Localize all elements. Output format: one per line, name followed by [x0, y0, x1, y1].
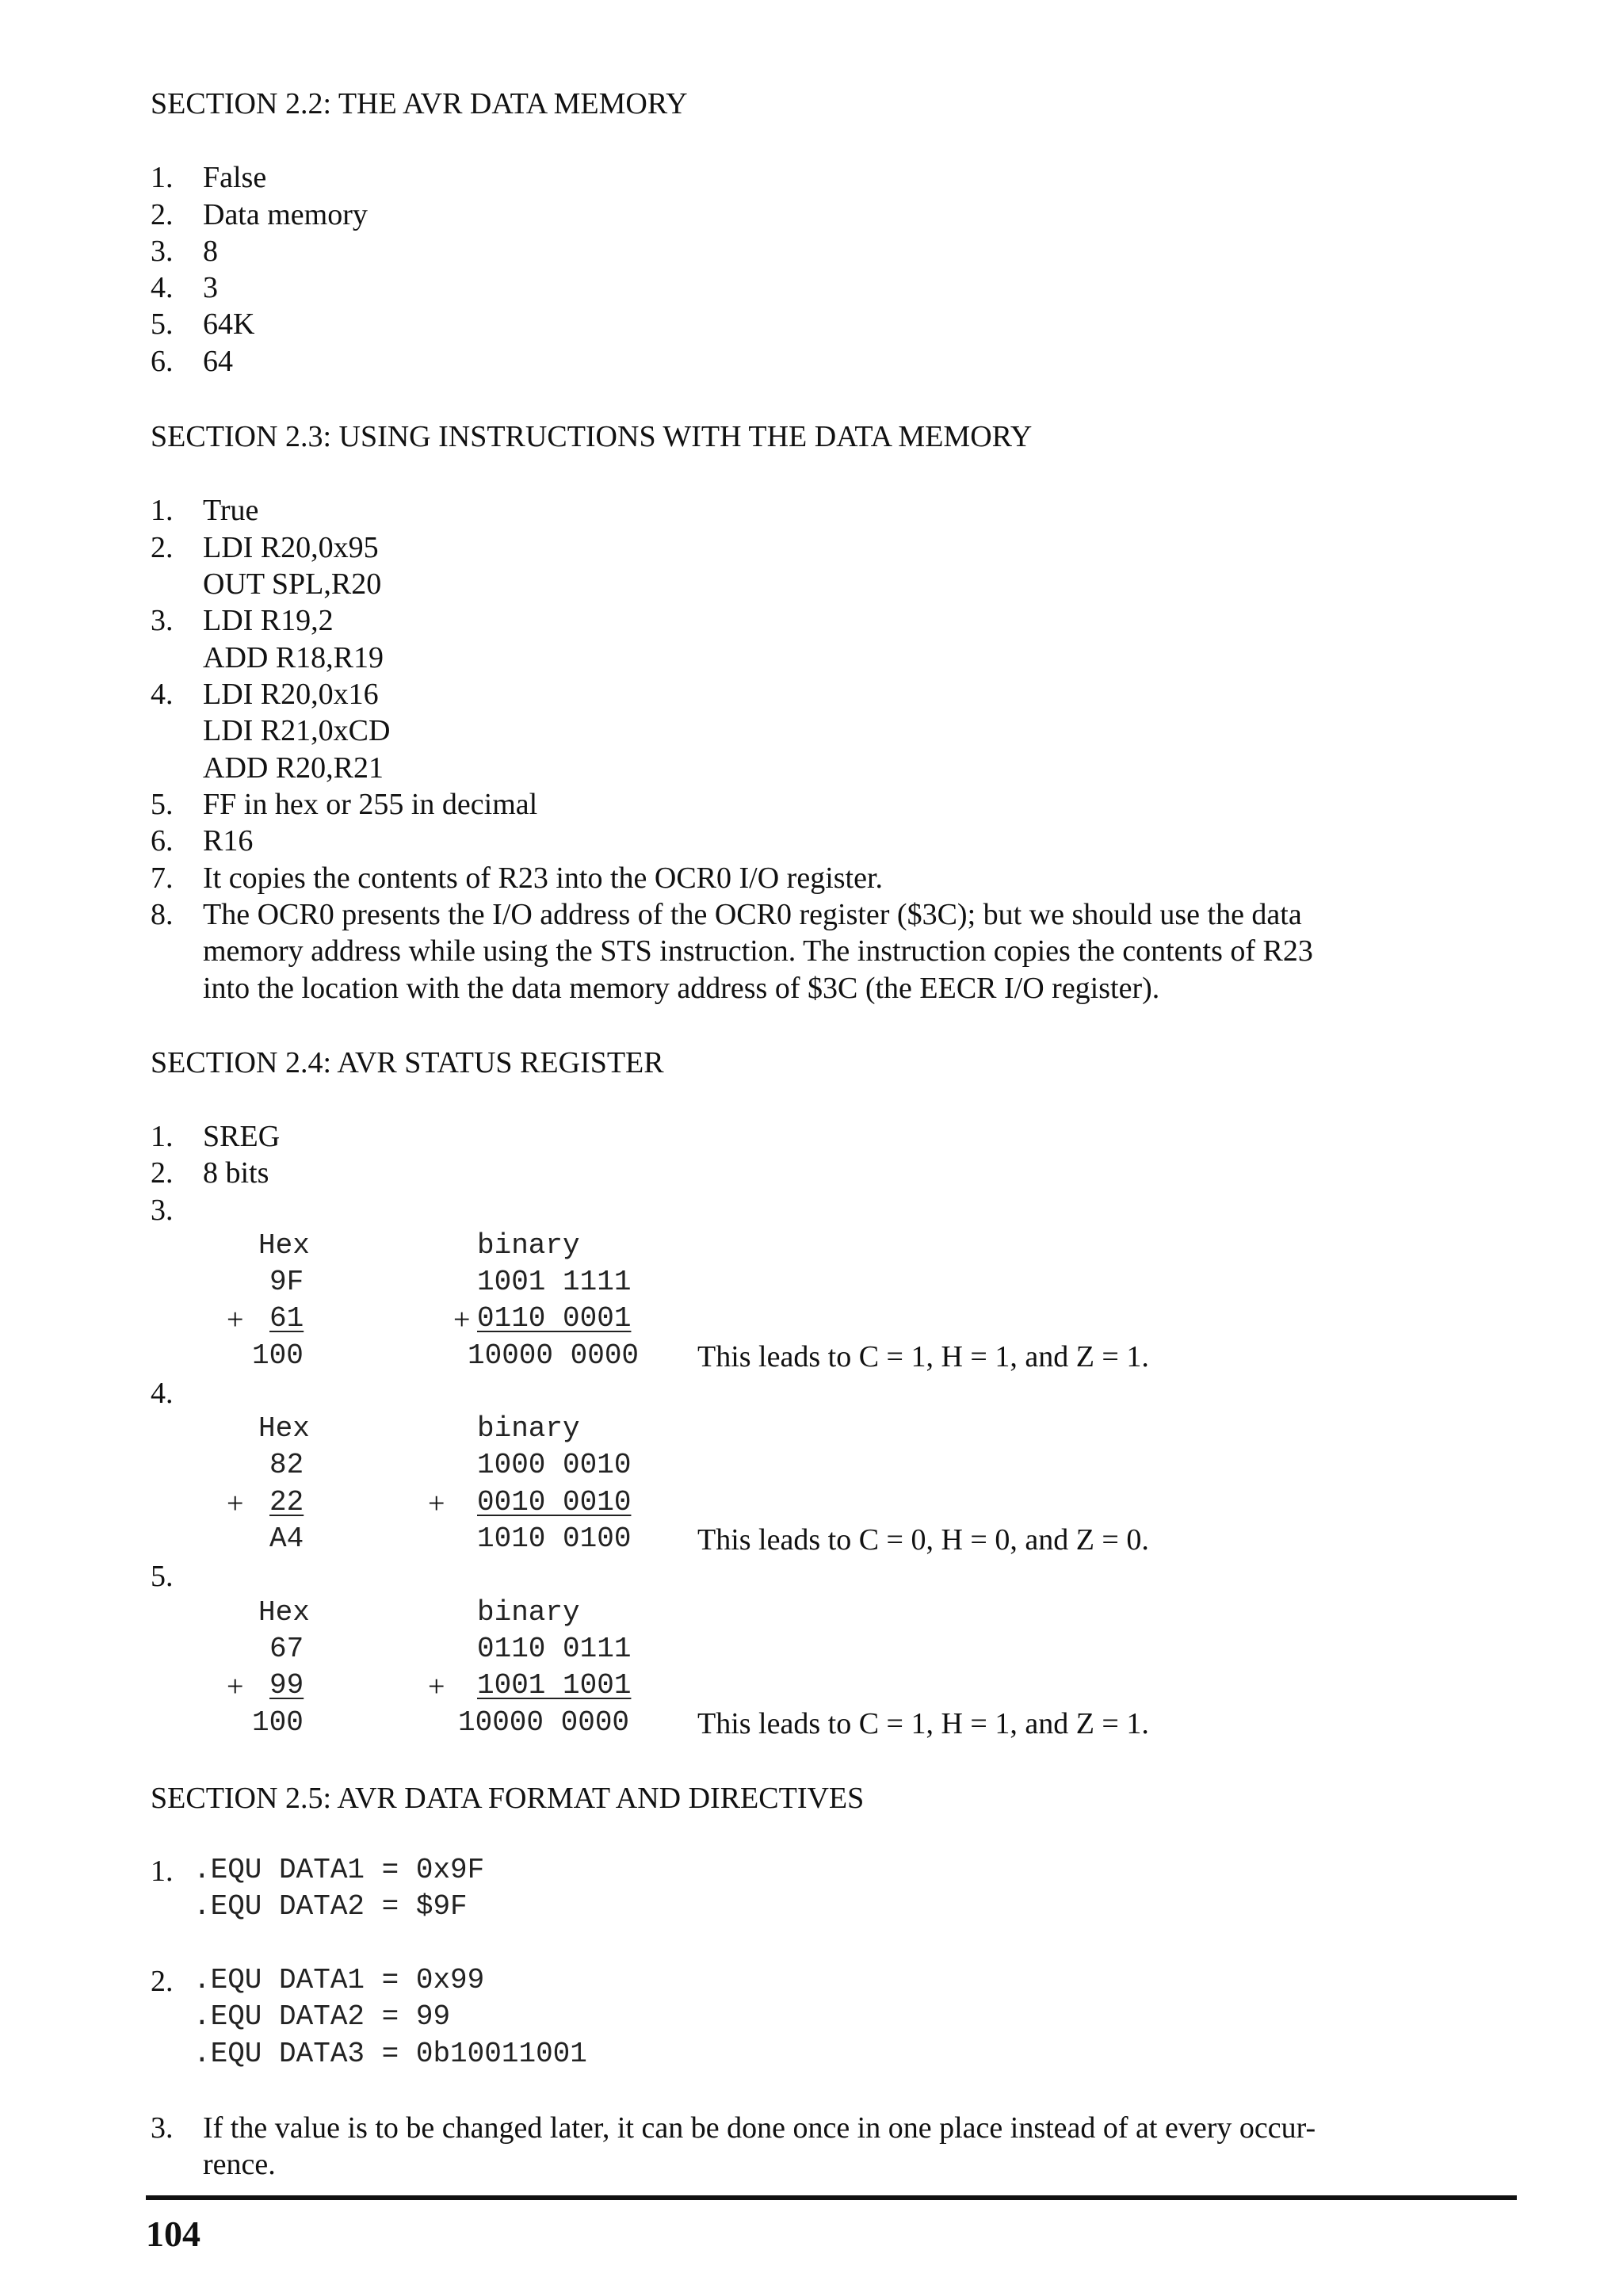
item-number: 5. — [151, 788, 174, 821]
item-text: 64K — [203, 308, 255, 341]
item-text: False — [203, 161, 267, 194]
item-number: 1. — [151, 1855, 174, 1888]
item-text: It copies the contents of R23 into the OCR0 I/O register. — [203, 861, 884, 895]
item-number: 5. — [151, 308, 174, 341]
item-text: 8 bits — [203, 1156, 269, 1190]
equ-directive: .EQU DATA2 = $9F — [193, 1890, 468, 1923]
item-number: 3. — [151, 1194, 174, 1227]
footer-rule — [146, 2195, 1517, 2200]
item-number: 1. — [151, 161, 174, 194]
hex-label: Hex — [258, 1412, 310, 1445]
section-heading: SECTION 2.2: THE AVR DATA MEMORY — [151, 87, 688, 120]
flags-result: This leads to C = 0, H = 0, and Z = 0. — [697, 1523, 1149, 1557]
binary-sum: 10000 0000 — [458, 1706, 630, 1739]
equ-directive: .EQU DATA3 = 0b10011001 — [193, 2038, 587, 2070]
item-text: 3 — [203, 271, 218, 304]
item-text: FF in hex or 255 in decimal — [203, 788, 538, 821]
item-number: 3. — [151, 2111, 174, 2145]
item-text: LDI R20,0x95 — [203, 531, 379, 564]
item-text: The OCR0 presents the I/O address of the OCR0 register ($3C); but we should use the data — [203, 898, 1302, 931]
hex-sum: 100 — [252, 1706, 304, 1739]
equ-directive: .EQU DATA2 = 99 — [193, 2000, 451, 2033]
item-number: 3. — [151, 604, 174, 637]
binary-sum: 1010 0100 — [477, 1522, 632, 1555]
item-number: 6. — [151, 345, 174, 378]
plus-sign: + — [428, 1670, 445, 1703]
item-number: 2. — [151, 531, 174, 564]
item-text: memory address while using the STS instruction. The instruction copies the contents of R23 — [203, 934, 1313, 968]
equ-directive: .EQU DATA1 = 0x9F — [193, 1854, 485, 1886]
section-heading: SECTION 2.5: AVR DATA FORMAT AND DIRECTIVES — [151, 1782, 865, 1815]
item-text: LDI R20,0x16 — [203, 678, 379, 711]
item-number: 8. — [151, 898, 174, 931]
item-text: LDI R21,0xCD — [203, 714, 391, 747]
item-text: Data memory — [203, 198, 368, 231]
binary-operand: 1001 1111 — [477, 1266, 632, 1298]
flags-result: This leads to C = 1, H = 1, and Z = 1. — [697, 1707, 1149, 1740]
hex-operand: 99 — [269, 1669, 304, 1702]
item-number: 4. — [151, 678, 174, 711]
item-text: 64 — [203, 345, 233, 378]
item-number: 1. — [151, 494, 174, 527]
hex-operand: 61 — [269, 1302, 304, 1335]
binary-operand: 0110 0111 — [477, 1633, 632, 1665]
item-text: If the value is to be changed later, it can be done once in one place instead of at every occur- — [203, 2111, 1316, 2145]
page-number: 104 — [146, 2214, 200, 2254]
hex-operand: 22 — [269, 1486, 304, 1519]
item-text: rence. — [203, 2148, 276, 2181]
binary-sum: 10000 0000 — [468, 1339, 640, 1372]
binary-label: binary — [477, 1596, 580, 1629]
plus-sign: + — [227, 1670, 244, 1703]
hex-sum: 100 — [252, 1339, 304, 1372]
binary-label: binary — [477, 1229, 580, 1262]
item-number: 2. — [151, 198, 174, 231]
hex-label: Hex — [258, 1229, 310, 1262]
hex-operand: 9F — [269, 1266, 304, 1298]
item-text: True — [203, 494, 259, 527]
item-number: 1. — [151, 1120, 174, 1153]
item-number: 2. — [151, 1156, 174, 1190]
item-text: ADD R20,R21 — [203, 751, 384, 785]
item-number: 7. — [151, 861, 174, 895]
item-text: ADD R18,R19 — [203, 641, 384, 674]
binary-operand: 0110 0001 — [477, 1302, 632, 1335]
binary-operand: 1000 0010 — [477, 1449, 632, 1481]
hex-operand: 67 — [269, 1633, 304, 1665]
item-number: 4. — [151, 1377, 174, 1410]
item-number: 5. — [151, 1560, 174, 1593]
item-number: 6. — [151, 824, 174, 858]
plus-sign: + — [428, 1487, 445, 1520]
item-number: 3. — [151, 235, 174, 268]
item-number: 2. — [151, 1965, 174, 1998]
section-heading: SECTION 2.4: AVR STATUS REGISTER — [151, 1046, 664, 1079]
section-heading: SECTION 2.3: USING INSTRUCTIONS WITH THE DATA MEMORY — [151, 420, 1033, 453]
flags-result: This leads to C = 1, H = 1, and Z = 1. — [697, 1340, 1149, 1373]
binary-operand: 1001 1001 — [477, 1669, 632, 1702]
binary-operand: 0010 0010 — [477, 1486, 632, 1519]
hex-sum: A4 — [269, 1522, 304, 1555]
plus-sign: + — [227, 1303, 244, 1336]
plus-sign: + — [227, 1487, 244, 1520]
item-text: 8 — [203, 235, 218, 268]
plus-sign: + — [453, 1303, 471, 1336]
hex-label: Hex — [258, 1596, 310, 1629]
item-text: OUT SPL,R20 — [203, 567, 382, 601]
item-text: into the location with the data memory address of $3C (the EECR I/O register). — [203, 972, 1160, 1005]
item-text: LDI R19,2 — [203, 604, 334, 637]
item-number: 4. — [151, 271, 174, 304]
hex-operand: 82 — [269, 1449, 304, 1481]
equ-directive: .EQU DATA1 = 0x99 — [193, 1964, 485, 1996]
item-text: SREG — [203, 1120, 281, 1153]
item-text: R16 — [203, 824, 254, 858]
binary-label: binary — [477, 1412, 580, 1445]
